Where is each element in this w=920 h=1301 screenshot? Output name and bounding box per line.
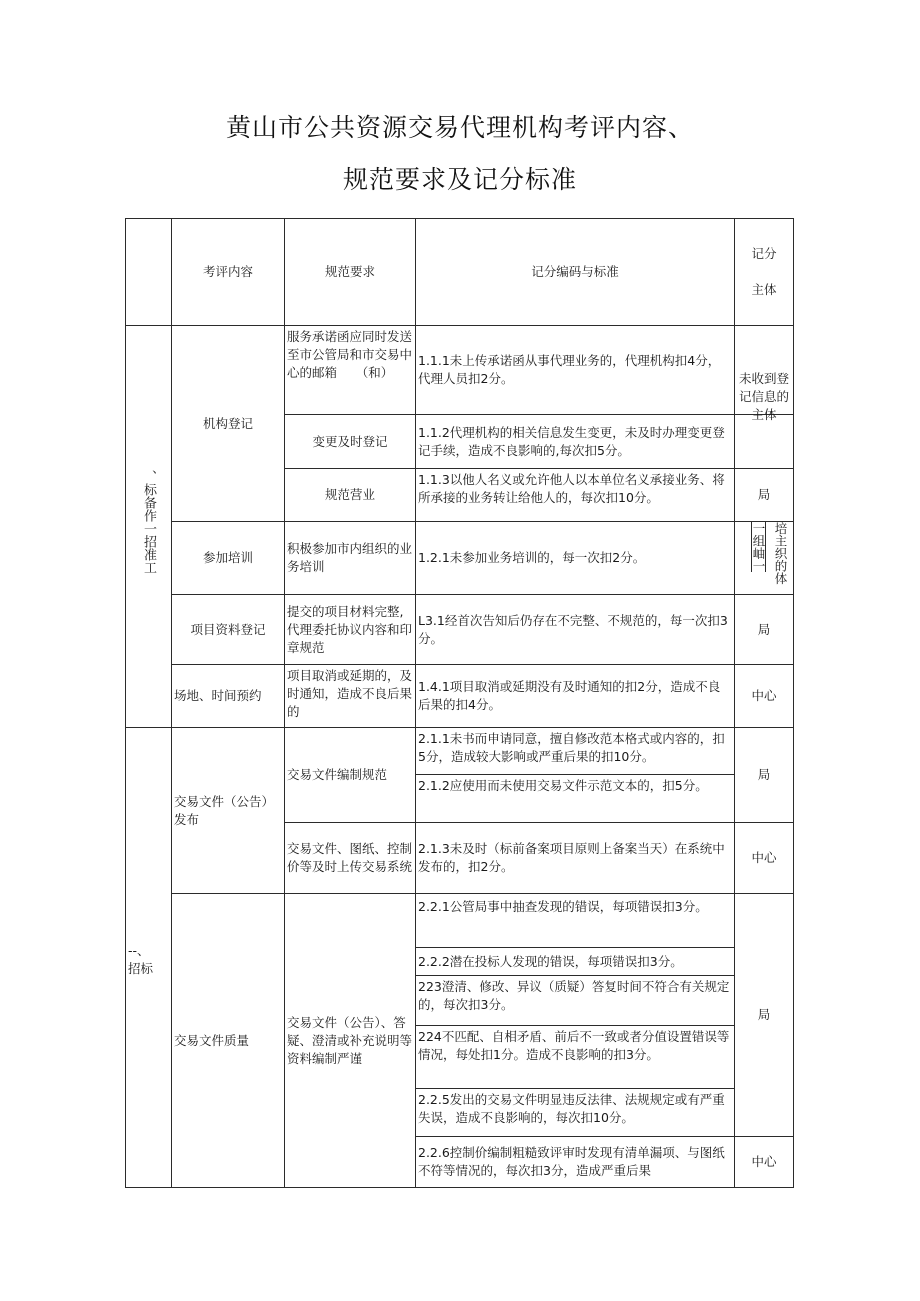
section2-label-line1: --、 bbox=[128, 943, 150, 958]
document-title-line1: 黄山市公共资源交易代理机构考评内容、 bbox=[225, 113, 694, 142]
subject-center: 中心 bbox=[751, 850, 777, 865]
subject-training-col1: 一组岫一 bbox=[751, 522, 766, 572]
section1-label-text: 、标备作一招准工 bbox=[141, 470, 156, 574]
content-doc-publish: 交易文件（公告）发布 bbox=[174, 793, 275, 827]
req-doc-compile: 交易文件编制规范 bbox=[287, 767, 388, 782]
std-2-2-5: 2.2.5发出的交易文件明显违反法律、法规规定或有严重失误，造成不良影响的，每次扣10分。 bbox=[418, 1092, 725, 1125]
document-title-line2: 规范要求及记分标准 bbox=[342, 165, 577, 194]
section2-label-line2: 招标 bbox=[128, 961, 154, 976]
subject-bureau: 局 bbox=[757, 487, 771, 502]
content-org-registration: 机构登记 bbox=[202, 415, 253, 431]
table-border-left bbox=[125, 218, 126, 1188]
req-commitment-letter: 服务承诺函应同时发送至市公管局和市交易中心的邮箱 （和） bbox=[287, 329, 413, 380]
header-subject-line1: 记分 bbox=[751, 246, 777, 261]
req-cancel-notify: 项目取消或延期的，及时通知，造成不良后果的 bbox=[287, 668, 413, 719]
std-1-4-1: 1.4.1项目取消或延期没有及时通知的扣2分，造成不良后果的扣4分。 bbox=[418, 679, 721, 712]
std-1-1-3: 1.1.3以他人名义或允许他人以本单位名义承接业务、将所承接的业务转让给他人的，每次扣10分。 bbox=[418, 472, 725, 505]
subject-center: 中心 bbox=[751, 688, 777, 703]
std-2-2-3: 223澄清、修改、异议（质疑）答复时间不符合有关规定的，每次扣3分。 bbox=[418, 979, 730, 1012]
section2-label bbox=[126, 940, 171, 980]
content-project-materials: 项目资料登记 bbox=[190, 621, 266, 637]
header-subject bbox=[735, 219, 793, 325]
req-training: 积极参加市内组织的业务培训 bbox=[287, 541, 413, 574]
subject-center: 中心 bbox=[751, 1154, 777, 1169]
req-upload-docs: 交易文件、图纸、控制价等及时上传交易系统 bbox=[287, 841, 413, 874]
subject-bureau: 局 bbox=[757, 1007, 771, 1022]
std-2-2-4: 224不匹配、自相矛盾、前后不一致或者分值设置错误等情况，每处扣1分。造成不良影响的扣3分。 bbox=[418, 1029, 730, 1062]
req-project-materials: 提交的项目材料完整,代理委托协议内容和印章规范 bbox=[287, 603, 413, 655]
content-doc-quality: 交易文件质量 bbox=[174, 1032, 250, 1048]
std-1-2-1: 1.2.1未参加业务培训的，每一次扣2分。 bbox=[418, 550, 646, 565]
subject-training-col2: 培主织的体 bbox=[773, 522, 788, 585]
subject-bureau: 局 bbox=[757, 621, 771, 637]
std-2-1-2: 2.1.2应使用而未使用交易文件示范文本的，扣5分。 bbox=[418, 778, 708, 793]
req-doc-rigorous: 交易文件（公告）、答疑、澄清或补充说明等资料编制严谨 bbox=[287, 1014, 413, 1066]
subject-not-received: 未收到登记信息的主体 bbox=[738, 371, 789, 422]
std-2-1-1: 2.1.1未书而申请同意，擅自修改范本格式或内容的，扣5分，造成较大影响或严重后果的扣10分。 bbox=[418, 731, 725, 764]
std-1-3-1: L3.1经首次告知后仍存在不完整、不规范的，每一次扣3分。 bbox=[418, 612, 728, 646]
header-standard: 记分编码与标准 bbox=[531, 264, 619, 279]
header-content: 考评内容 bbox=[202, 264, 253, 279]
subject-bureau: 局 bbox=[757, 767, 771, 782]
section1-label bbox=[126, 470, 171, 600]
std-2-2-6: 2.2.6控制价编制粗糙致评审时发现有清单漏项、与图纸不符等情况的，每次扣3分，造成严重后果 bbox=[418, 1145, 725, 1178]
table-border-bottom bbox=[125, 1187, 794, 1188]
req-change-registration: 变更及时登记 bbox=[312, 433, 388, 449]
header-subject-line2: 主体 bbox=[751, 282, 777, 297]
std-2-2-1: 2.2.1公管局事中抽查发现的错误，每项错误扣3分。 bbox=[418, 899, 708, 914]
std-1-1-1: 1.1.1未上传承诺函从事代理业务的，代理机构扣4分，代理人员扣2分。 bbox=[418, 353, 721, 386]
subject-training-organizer bbox=[735, 522, 793, 594]
std-2-1-3: 2.1.3未及时（标前备案项目原则上备案当天）在系统中发布的，扣2分。 bbox=[418, 841, 725, 874]
std-1-1-2: 1.1.2代理机构的相关信息发生变更，未及时办理变更登记手续，造成不良影响的,每次扣5分。 bbox=[418, 424, 725, 458]
header-requirement: 规范要求 bbox=[324, 264, 375, 279]
table-border-right bbox=[793, 218, 794, 1188]
content-training: 参加培训 bbox=[202, 550, 253, 565]
content-venue-booking: 场地、时间预约 bbox=[174, 688, 262, 703]
req-regular-business: 规范营业 bbox=[324, 487, 375, 502]
std-2-2-2: 2.2.2潜在投标人发现的错误，每项错误扣3分。 bbox=[418, 953, 683, 969]
